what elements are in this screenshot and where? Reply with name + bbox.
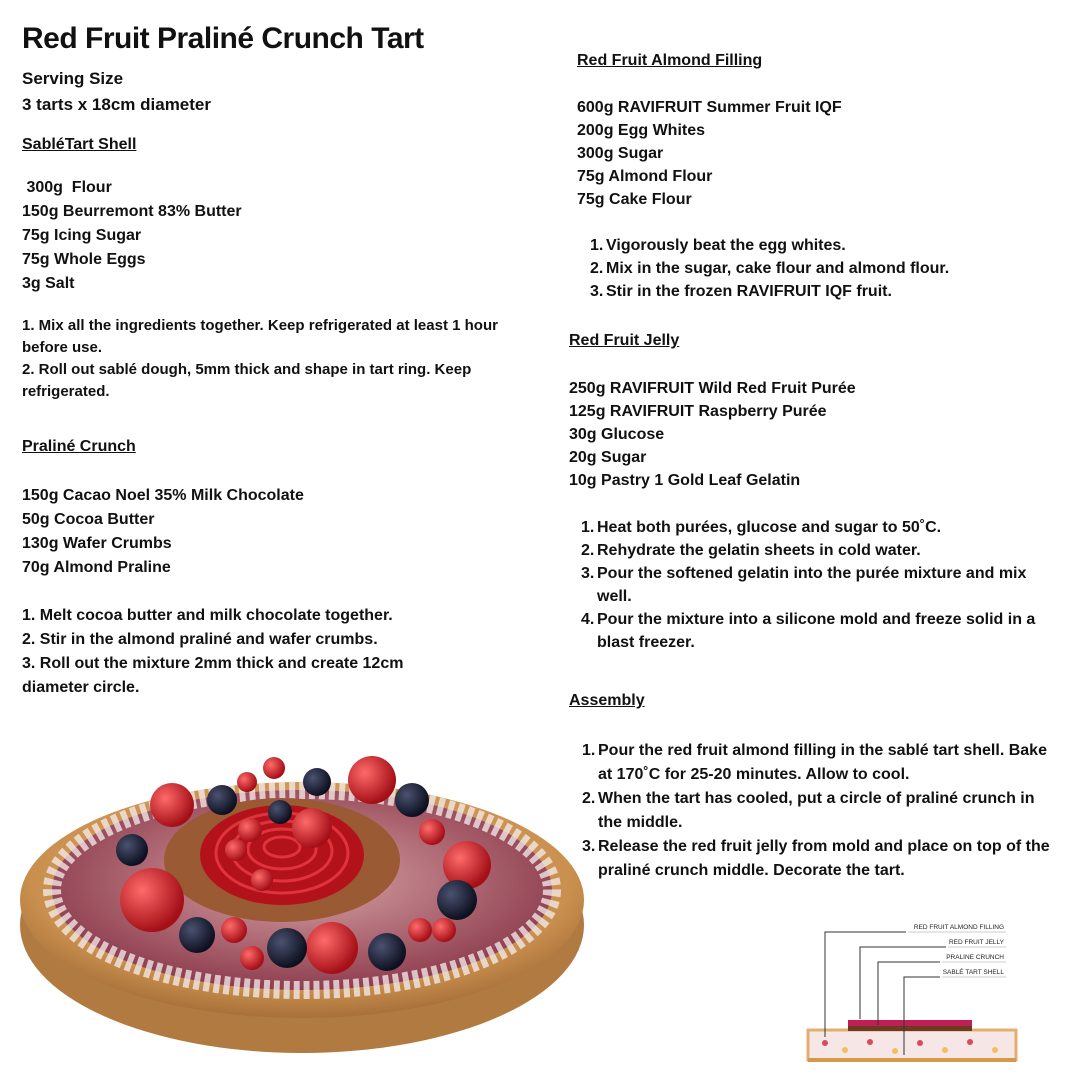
step-item [590, 234, 1050, 257]
step-line: before use. [22, 339, 103, 356]
step-number: 3. [590, 283, 604, 300]
praline-crunch-steps [22, 604, 403, 700]
layer-diagram-svg [800, 915, 1030, 1065]
sable-shell-steps [22, 315, 552, 403]
praline-crunch-ingredients [22, 484, 304, 580]
ingredient-line: 130g Wafer Crumbs [22, 535, 172, 552]
diagram-dot [967, 1039, 973, 1045]
step-item [582, 835, 1052, 883]
redcurrant [419, 819, 445, 845]
ingredient-line: 3g Salt [22, 275, 75, 292]
raspberry [120, 868, 184, 932]
step-item [590, 280, 1050, 303]
step-number: 1. [590, 237, 604, 254]
ingredient-line: 300g Flour [22, 179, 112, 196]
diagram-dot [992, 1047, 998, 1053]
ingredient-line: 50g Cocoa Butter [22, 511, 155, 528]
red-fruit-jelly-ingredients [569, 377, 856, 492]
diagram-dot [942, 1047, 948, 1053]
diagram-label-jelly: RED FRUIT JELLY [948, 939, 1004, 946]
step-line: refrigerated. [22, 383, 110, 400]
raspberry [292, 808, 332, 848]
leader-line [878, 962, 940, 1025]
step-item [582, 739, 1052, 787]
step-text: Pour the mixture into a silicone mold and freeze solid in a blast freezer. [597, 611, 1036, 651]
step-text: Vigorously beat the egg whites. [606, 237, 846, 254]
step-text: Pour the red fruit almond filling in the sablé tart shell. Bake at 170˚C for 25-20 minutes. Allow to cool. [598, 742, 1047, 783]
step-item [581, 516, 1036, 539]
ingredient-line: 20g Sugar [569, 449, 647, 466]
step-line: diameter circle. [22, 679, 140, 696]
ingredient-line: 70g Almond Praline [22, 559, 171, 576]
redcurrant [225, 839, 247, 861]
step-number: 1. [581, 519, 595, 536]
step-item [582, 787, 1052, 835]
serving-label: Serving Size [22, 69, 124, 88]
diagram-dot [917, 1040, 923, 1046]
redcurrant [263, 757, 285, 779]
step-line: 1. Melt cocoa butter and milk chocolate together. [22, 607, 393, 624]
blueberry [395, 783, 429, 817]
step-text: Heat both purées, glucose and sugar to 50˚C. [597, 519, 942, 536]
sable-shell-heading: SabléTart Shell [22, 136, 137, 153]
ingredient-line: 250g RAVIFRUIT Wild Red Fruit Purée [569, 380, 856, 397]
ingredient-line: 150g Cacao Noel 35% Milk Chocolate [22, 487, 304, 504]
leader-line [860, 947, 946, 1019]
step-line: 2. Stir in the almond praliné and wafer crumbs. [22, 631, 378, 648]
step-number: 1. [582, 742, 596, 759]
page-title: Red Fruit Praliné Crunch Tart [22, 22, 424, 55]
redcurrant [251, 869, 273, 891]
diagram-dot [892, 1048, 898, 1054]
almond-filling-steps [590, 234, 1050, 303]
step-item [581, 608, 1036, 654]
raspberry [348, 756, 396, 804]
ingredient-line: 75g Cake Flour [577, 191, 692, 208]
ingredient-line: 200g Egg Whites [577, 122, 706, 139]
step-number: 3. [581, 565, 595, 582]
ingredient-line: 600g RAVIFRUIT Summer Fruit IQF [577, 99, 842, 116]
diagram-dot [842, 1047, 848, 1053]
step-number: 4. [581, 611, 595, 628]
redcurrant [432, 918, 456, 942]
raspberry [150, 783, 194, 827]
blueberry [207, 785, 237, 815]
almond-filling-ingredients [577, 96, 842, 211]
praline-crunch-heading: Praliné Crunch [22, 438, 136, 455]
assembly-steps [582, 739, 1052, 883]
diagram-jelly [848, 1020, 972, 1026]
redcurrant [237, 772, 257, 792]
step-text: Mix in the sugar, cake flour and almond flour. [606, 260, 950, 277]
ingredient-line: 75g Icing Sugar [22, 227, 142, 244]
step-number: 2. [590, 260, 604, 277]
redcurrant [238, 818, 262, 842]
step-number: 2. [582, 790, 596, 807]
raspberry [306, 922, 358, 974]
sable-shell-ingredients [22, 176, 242, 296]
step-text: Rehydrate the gelatin sheets in cold water. [597, 542, 921, 559]
step-text: When the tart has cooled, put a circle of praliné crunch in the middle. [598, 790, 1035, 831]
layer-diagram [800, 915, 1030, 1065]
blueberry [267, 928, 307, 968]
step-text: Pour the softened gelatin into the purée mixture and mix well. [597, 565, 1027, 605]
step-line: 3. Roll out the mixture 2mm thick and create 12cm [22, 655, 404, 672]
ingredient-line: 150g Beurremont 83% Butter [22, 203, 242, 220]
step-number: 2. [581, 542, 595, 559]
diagram-label-shell: SABLÉ TART SHELL [942, 969, 1004, 976]
blueberry [437, 880, 477, 920]
redcurrant [408, 918, 432, 942]
red-fruit-jelly-steps [581, 516, 1036, 654]
almond-filling-heading: Red Fruit Almond Filling [577, 52, 763, 69]
blueberry [368, 933, 406, 971]
serving-size [22, 66, 211, 118]
redcurrant [221, 917, 247, 943]
diagram-dot [822, 1040, 828, 1046]
blueberry [179, 917, 215, 953]
ingredient-line: 30g Glucose [569, 426, 665, 443]
ingredient-line: 75g Whole Eggs [22, 251, 146, 268]
step-text: Stir in the frozen RAVIFRUIT IQF fruit. [606, 283, 892, 300]
ingredient-line: 10g Pastry 1 Gold Leaf Gelatin [569, 472, 801, 489]
step-item [581, 562, 1036, 608]
step-item [581, 539, 1036, 562]
blueberry [268, 800, 292, 824]
ingredient-line: 75g Almond Flour [577, 168, 713, 185]
blueberry [116, 834, 148, 866]
diagram-shell [808, 1030, 1016, 1060]
tart-photo [12, 720, 602, 1080]
assembly-heading: Assembly [569, 692, 645, 709]
diagram-dot [867, 1039, 873, 1045]
ingredient-line: 125g RAVIFRUIT Raspberry Purée [569, 403, 827, 420]
blueberry [303, 768, 331, 796]
diagram-label-filling: RED FRUIT ALMOND FILLING [913, 924, 1004, 931]
ingredient-line: 300g Sugar [577, 145, 664, 162]
step-item [590, 257, 1050, 280]
step-line: 2. Roll out sablé dough, 5mm thick and shape in tart ring. Keep [22, 361, 472, 378]
step-line: 1. Mix all the ingredients together. Keep refrigerated at least 1 hour [22, 317, 498, 334]
redcurrant [240, 946, 264, 970]
diagram-label-praline: PRALINE CRUNCH [946, 954, 1004, 961]
step-number: 3. [582, 838, 596, 855]
step-text: Release the red fruit jelly from mold and place on top of the praliné crunch middle. Decorate the tart. [598, 838, 1050, 879]
tart-illustration [12, 720, 602, 1080]
red-fruit-jelly-heading: Red Fruit Jelly [569, 332, 680, 349]
serving-value: 3 tarts x 18cm diameter [22, 95, 211, 114]
